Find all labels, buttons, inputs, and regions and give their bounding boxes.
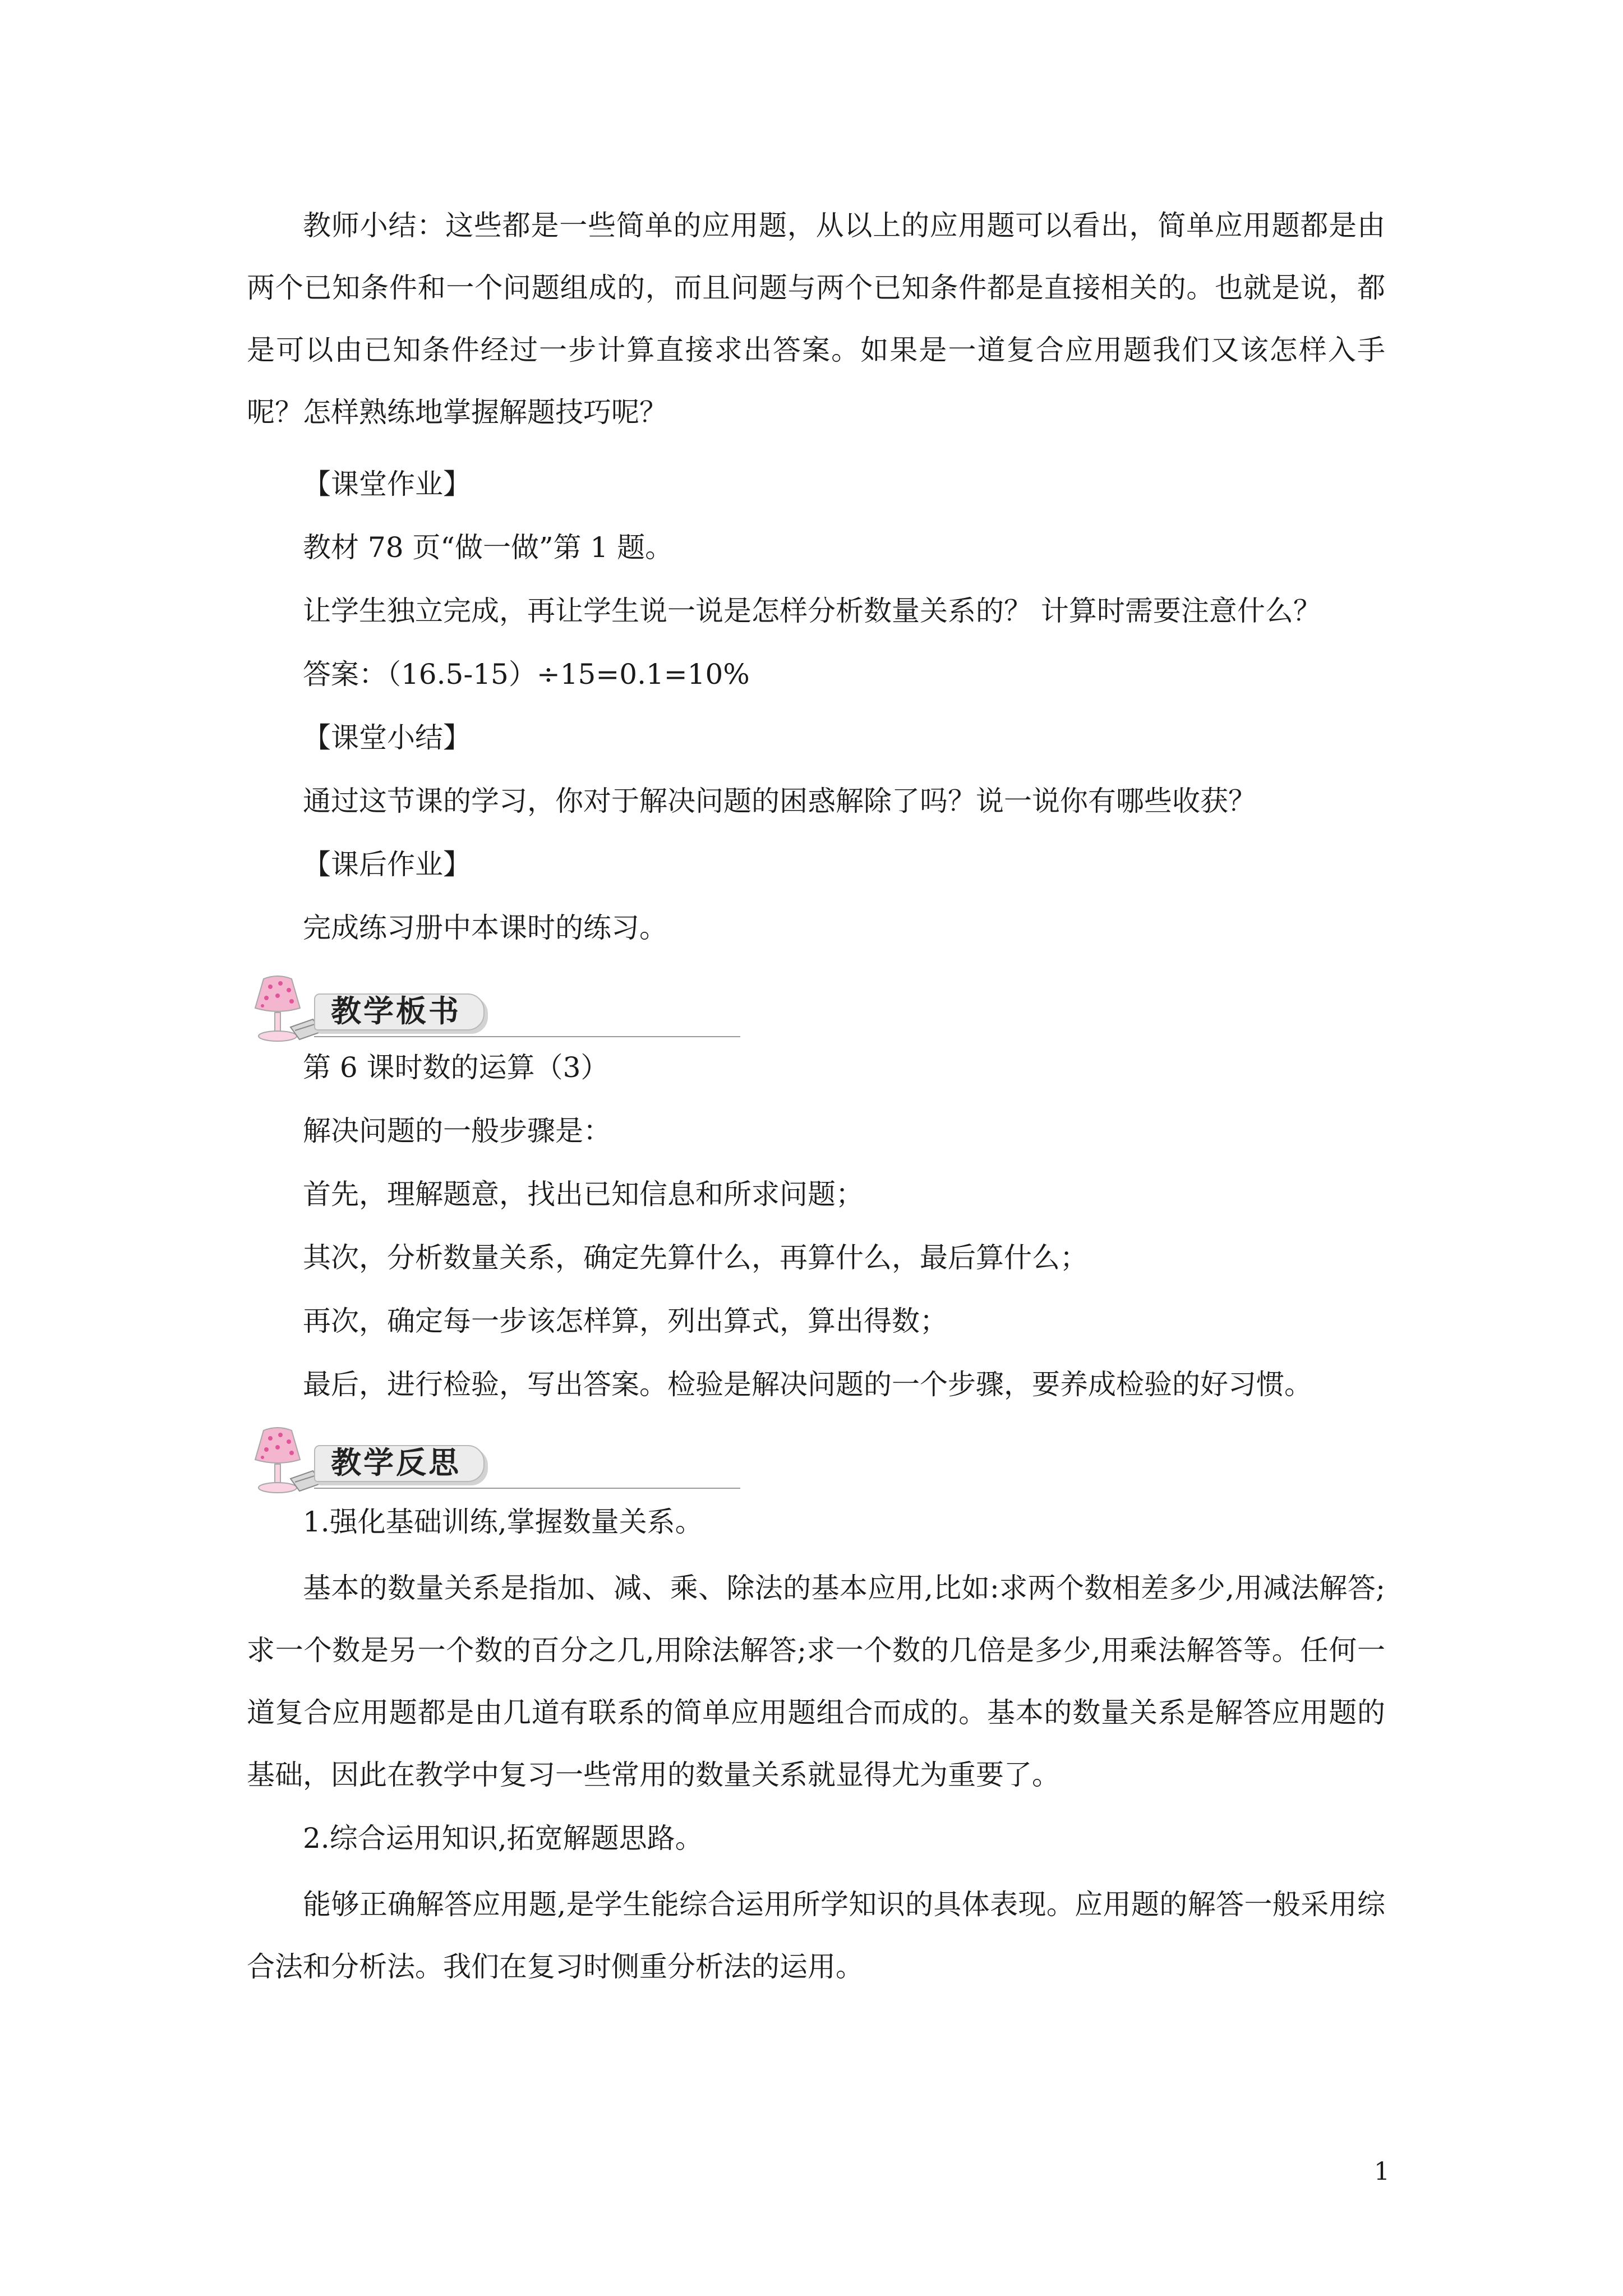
board-step-1: 首先，理解题意，找出已知信息和所求问题； bbox=[303, 1178, 864, 1211]
reflection-paragraph-1: 基本的数量关系是指加、减、乘、除法的基本应用,比如:求两个数相差多少,用减法解答;求一个数是另一个数的百分之几,用除法解答;求一个数的几倍是多少,用乘法解答等。任何一道复合应用题都是由几道有联系的简单应用题组合而成的。基本的数量关系是解答应用题的基础，因此在教学中复习一些常用的数量关系就显得尤为重要了。 bbox=[247, 1572, 1385, 1791]
reflection-paragraph-2: 能够正确解答应用题,是学生能综合运用所学知识的具体表现。应用题的解答一般采用综合法和分析法。我们在复习时侧重分析法的运用。 bbox=[247, 1888, 1385, 1983]
board-step-3: 再次，确定每一步该怎样算，列出算式，算出得数； bbox=[303, 1305, 948, 1337]
reflection-section-banner bbox=[247, 1425, 494, 1498]
banner-divider bbox=[314, 1036, 740, 1037]
reflection-point-1: 1.强化基础训练,掌握数量关系。 bbox=[303, 1506, 703, 1538]
lamp-book-icon bbox=[247, 973, 325, 1046]
board-steps-intro: 解决问题的一般步骤是： bbox=[303, 1115, 611, 1147]
class-summary-line: 通过这节课的学习，你对于解决问题的困惑解除了吗？说一说你有哪些收获？ bbox=[303, 785, 1256, 817]
board-lesson-title: 第 6 课时数的运算（3） bbox=[303, 1051, 609, 1084]
classwork-textbook-line: 教材 78 页“做一做”第 1 题。 bbox=[303, 531, 674, 564]
board-step-2: 其次，分析数量关系，确定先算什么，再算什么，最后算什么； bbox=[303, 1241, 1088, 1274]
classwork-answer: 答案：（16.5-15）÷15=0.1=10% bbox=[303, 658, 750, 691]
reflection-point-2: 2.综合运用知识,拓宽解题思路。 bbox=[303, 1822, 703, 1855]
homework-line: 完成练习册中本课时的练习。 bbox=[303, 912, 667, 944]
page-number: 1 bbox=[1374, 2157, 1390, 2186]
class-summary-heading: 【课堂小结】 bbox=[303, 721, 471, 754]
reflection-banner-title: 教学反思 bbox=[331, 1445, 461, 1480]
classwork-instruction-line: 让学生独立完成，再让学生说一说是怎样分析数量关系的？ 计算时需要注意什么？ bbox=[303, 595, 1321, 627]
board-banner-title: 教学板书 bbox=[331, 993, 461, 1029]
teacher-summary-paragraph: 教师小结：这些都是一些简单的应用题，从以上的应用题可以看出，简单应用题都是由两个已知条件和一个问题组成的，而且问题与两个已知条件都是直接相关的。也就是说，都是可以由已知条件经过一步计算直接求出答案。如果是一道复合应用题我们又该怎样入手呢？怎样熟练地掌握解题技巧呢？ bbox=[247, 209, 1385, 429]
lamp-book-icon bbox=[247, 1425, 325, 1498]
board-section-banner bbox=[247, 973, 494, 1046]
banner-divider bbox=[314, 1488, 740, 1489]
classwork-heading: 【课堂作业】 bbox=[303, 468, 471, 500]
homework-heading: 【课后作业】 bbox=[303, 848, 471, 881]
board-step-4: 最后，进行检验，写出答案。检验是解决问题的一个步骤，要养成检验的好习惯。 bbox=[303, 1368, 1312, 1401]
